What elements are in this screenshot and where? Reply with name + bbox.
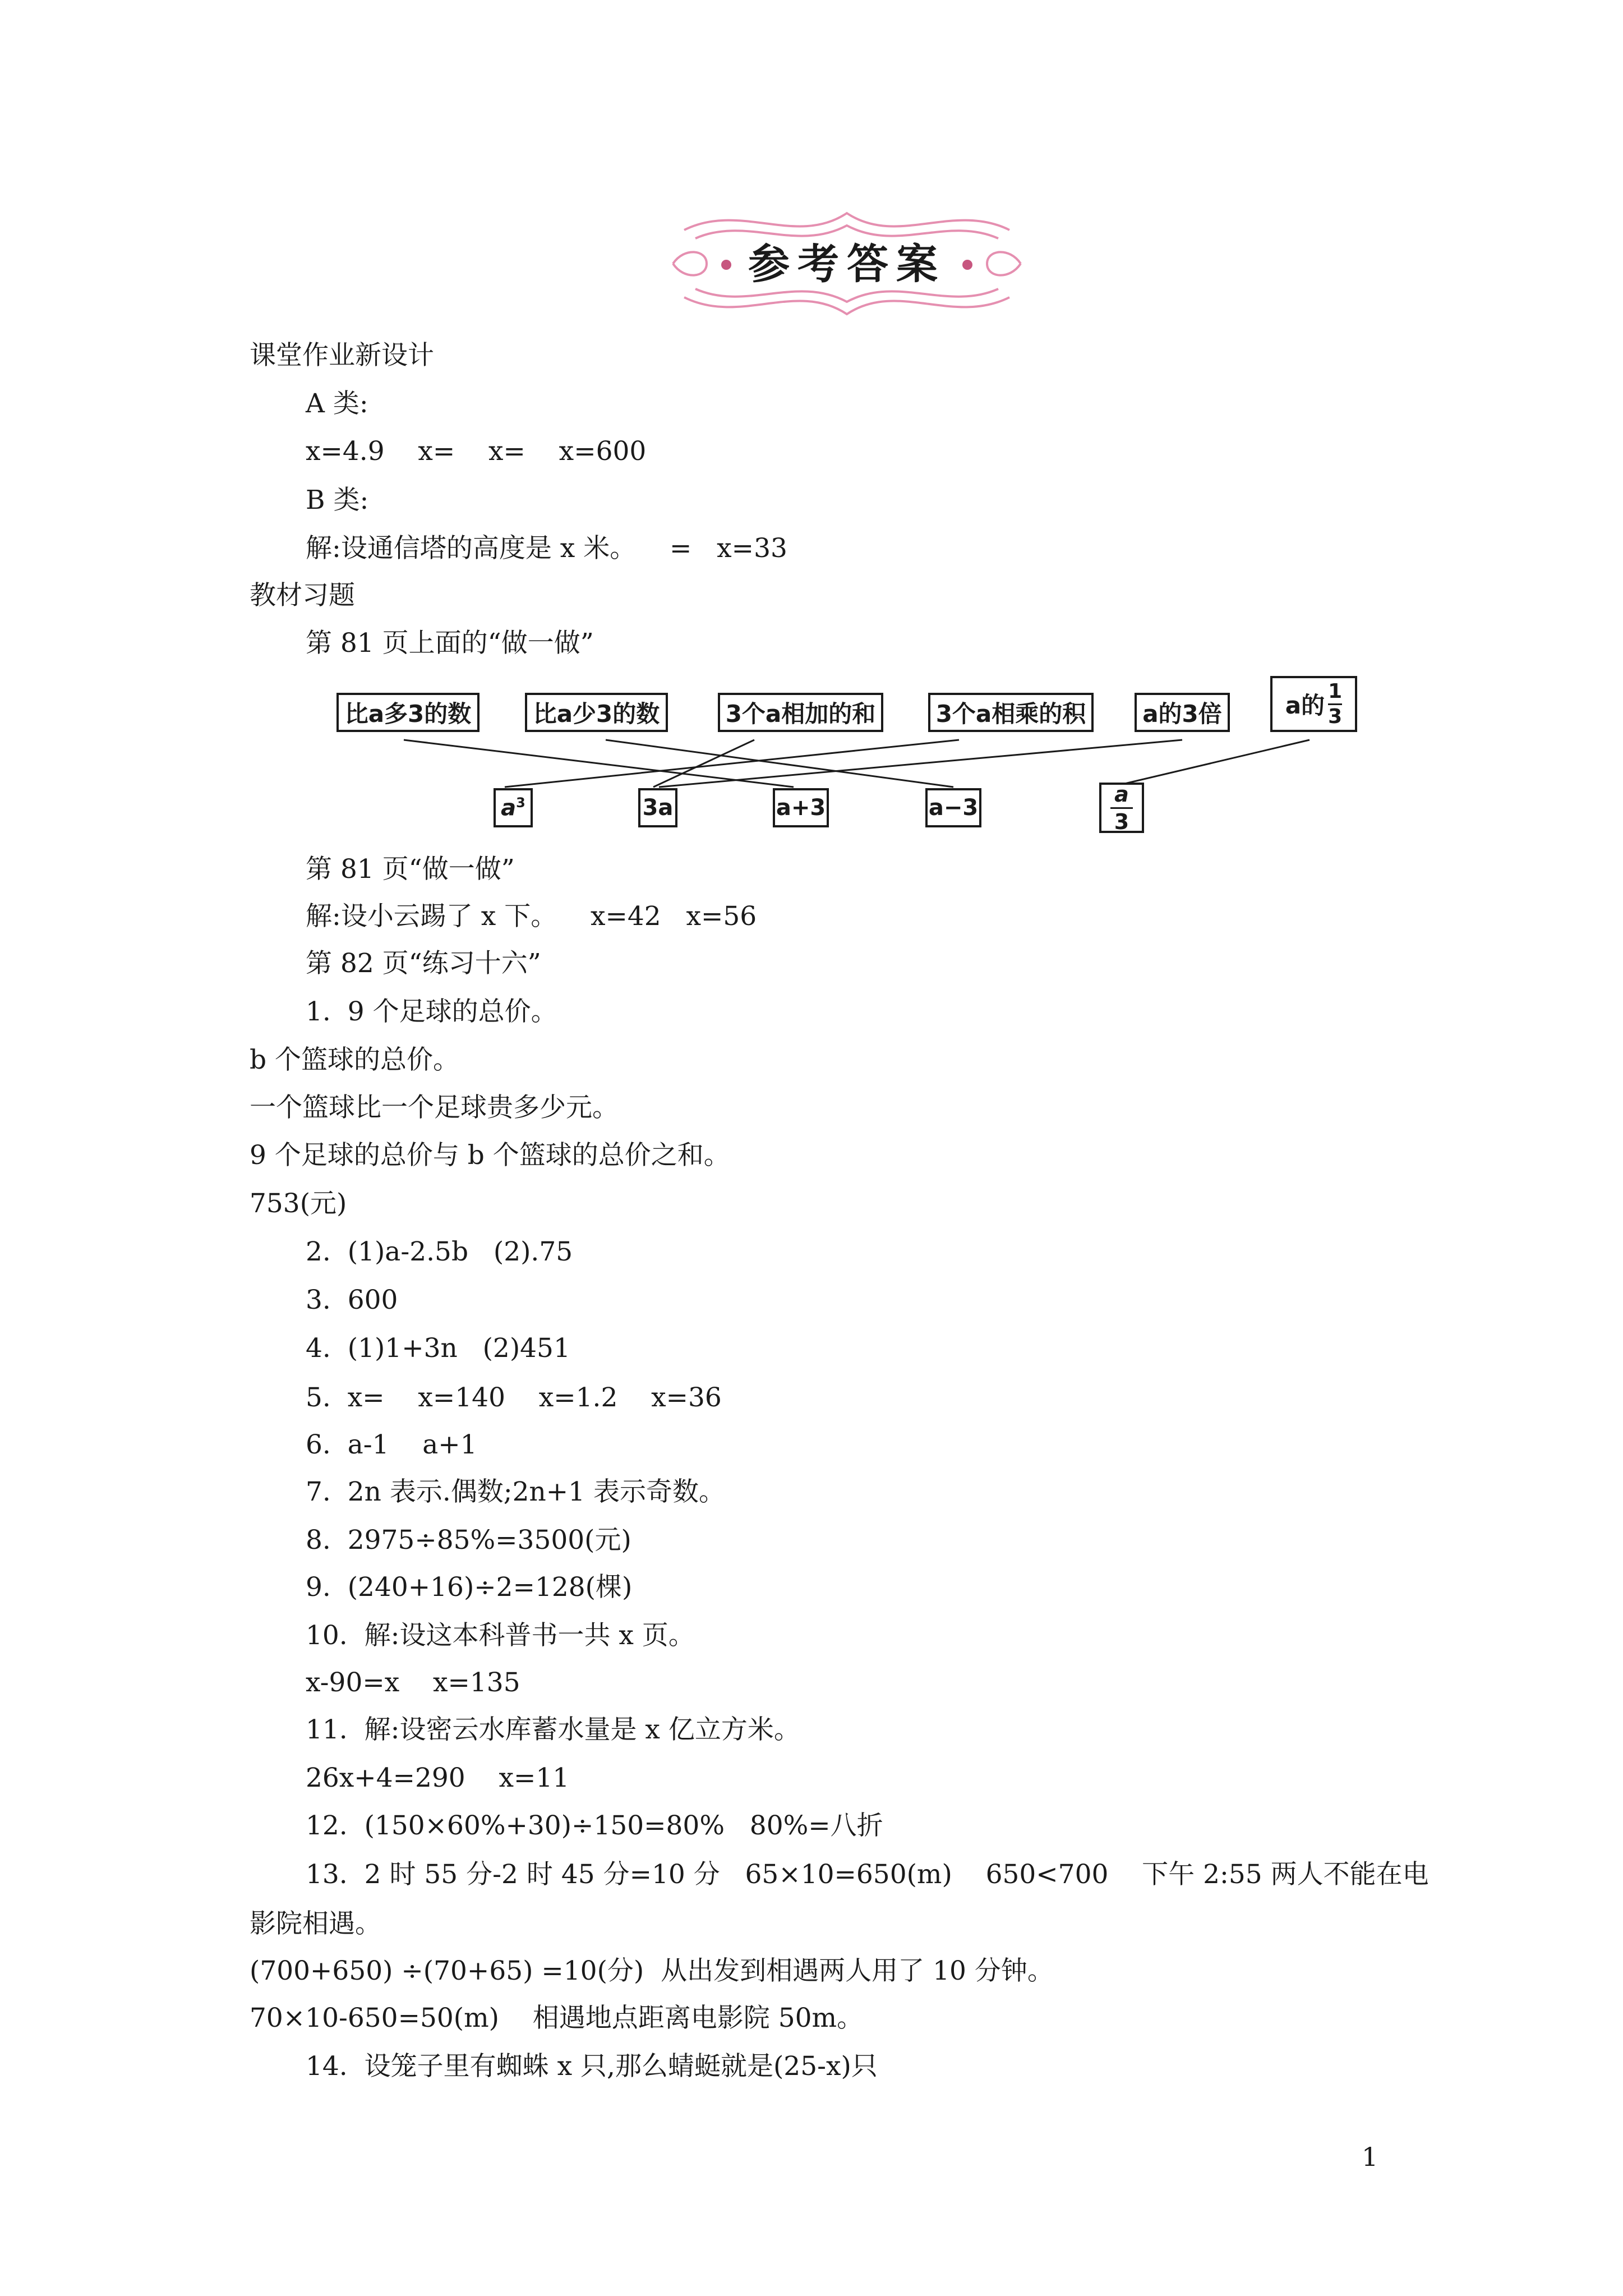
- expr-a-cubed: [494, 788, 533, 827]
- option-label: a的3倍: [1142, 700, 1222, 728]
- answer-line-l01: 课堂作业新设计: [250, 340, 434, 371]
- ornament-dot-right: [962, 260, 972, 270]
- answer-line-l18: 4. (1)1+3n (2)451: [306, 1333, 570, 1364]
- answer-line-l16: 2. (1)a-2.5b (2).75: [306, 1236, 573, 1267]
- answer-line-l15: 753(元): [250, 1188, 347, 1219]
- option-sum-3a-text: [718, 693, 883, 732]
- answer-line-l19: 5. x= x=140 x=1.2 x=36: [306, 1382, 722, 1413]
- answer-line-l06: 教材习题: [250, 580, 355, 611]
- answer-line-l11: 1. 9 个足球的总价。: [306, 996, 557, 1027]
- answer-line-l24: 10. 解:设这本科普书一共 x 页。: [306, 1620, 695, 1651]
- answer-line-l31: (700+650) ÷(70+65) =10(分) 从出发到相遇两人用了 10 分钟。: [250, 1955, 1054, 1986]
- answer-line-l03: x=4.9 x= x= x=600: [306, 436, 647, 467]
- expr-base: a: [501, 795, 517, 821]
- expr-label: a−3: [928, 795, 979, 821]
- expr-a-minus-3: [925, 788, 981, 827]
- answer-line-l28: 12. (150×60%+30)÷150=80% 80%=八折: [306, 1810, 883, 1841]
- link-t2-b4: [606, 740, 953, 787]
- answer-line-l21: 7. 2n 表示.偶数;2n+1 表示奇数。: [306, 1476, 726, 1507]
- answer-line-l29: 13. 2 时 55 分-2 时 45 分=10 分 65×10=650(m) 650<700 下午 2:55 两人不能在电: [306, 1859, 1429, 1890]
- answer-line-l33: 14. 设笼子里有蜘蛛 x 只,那么蜻蜓就是(25-x)只: [306, 2051, 878, 2082]
- matching-diagram: [314, 670, 1380, 839]
- fraction-a-over-3: [1110, 781, 1133, 834]
- expr-a-over-3: [1099, 783, 1144, 833]
- expr-exponent: 3: [516, 794, 525, 811]
- fraction-denominator: 3: [1328, 705, 1343, 728]
- answer-line-l26: 11. 解:设密云水库蓄水量是 x 亿立方米。: [306, 1714, 800, 1745]
- answer-line-l04: B 类:: [306, 485, 369, 516]
- answer-line-l23: 9. (240+16)÷2=128(棵): [306, 1572, 633, 1603]
- link-t6-b5: [1110, 740, 1310, 787]
- expr-label: a+3: [776, 795, 826, 821]
- option-3-times-a-text: [1135, 693, 1230, 732]
- option-product-a3-text: [928, 693, 1094, 732]
- answer-line-l07: 第 81 页上面的“做一做”: [306, 628, 594, 659]
- page-title: 参考答案: [748, 240, 946, 288]
- answer-line-l20: 6. a-1 a+1: [306, 1429, 477, 1460]
- option-label: a的: [1285, 692, 1325, 719]
- answer-line-l32: 70×10-650=50(m) 相遇地点距离电影院 50m。: [250, 2003, 864, 2033]
- answer-line-l22: 8. 2975÷85%=3500(元): [306, 1525, 631, 1556]
- answer-line-l09: 解:设小云踢了 x 下。 x=42 x=56: [306, 901, 757, 932]
- answer-line-l14: 9 个足球的总价与 b 个篮球的总价之和。: [250, 1140, 730, 1171]
- option-a-plus-3-text: [336, 693, 479, 732]
- option-a-minus-3-text: [525, 693, 668, 732]
- answer-line-l27: 26x+4=290 x=11: [306, 1763, 570, 1793]
- answer-header-banner: [662, 196, 1032, 331]
- ornament-dot-left: [721, 260, 731, 270]
- answer-line-l05: 解:设通信塔的高度是 x 米。 = x=33: [306, 533, 787, 564]
- answer-line-l30: 影院相遇。: [250, 1908, 381, 1939]
- page-number: 1: [1362, 2142, 1378, 2172]
- expr-3a: [638, 788, 677, 827]
- option-label: 3个a相乘的积: [935, 700, 1086, 728]
- option-label: 3个a相加的和: [725, 700, 876, 728]
- answer-line-l17: 3. 600: [306, 1285, 398, 1315]
- option-label: 比a少3的数: [533, 700, 660, 728]
- answer-line-l12: b 个篮球的总价。: [250, 1045, 460, 1075]
- fraction-one-third: [1328, 679, 1343, 728]
- answer-line-l08: 第 81 页“做一做”: [306, 854, 515, 885]
- fraction-denominator: 3: [1114, 809, 1129, 834]
- answer-line-l10: 第 82 页“练习十六”: [306, 948, 541, 979]
- fraction-numerator: a: [1114, 781, 1129, 807]
- option-label: 比a多3的数: [344, 700, 472, 728]
- answer-line-l13: 一个篮球比一个足球贵多少元。: [250, 1092, 619, 1123]
- option-third-of-a-text: [1270, 676, 1357, 732]
- expr-label: 3a: [642, 795, 674, 821]
- answer-line-l25: x-90=x x=135: [306, 1667, 520, 1698]
- expr-a-plus-3: [773, 788, 829, 827]
- answer-line-l02: A 类:: [306, 388, 368, 419]
- fraction-numerator: 1: [1328, 679, 1343, 703]
